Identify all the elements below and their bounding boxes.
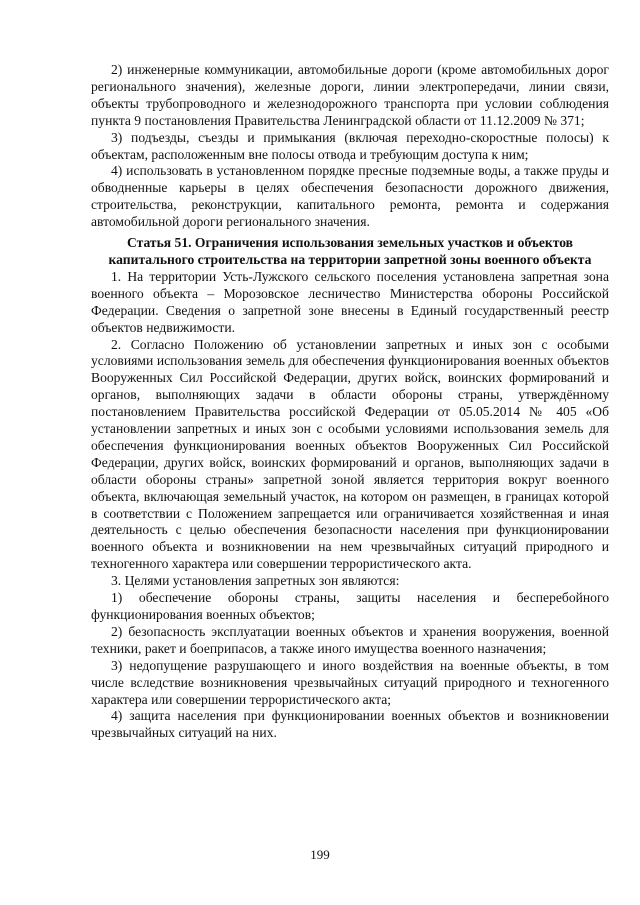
paragraph-goals-intro: 3. Целями установления запретных зон являются:: [111, 573, 400, 589]
paragraph-goal-4: 4) защита населения при функционировании военных объектов и возникновении чрезвычайных ситуаций на них.: [91, 708, 609, 741]
paragraph-item-2-utilities: 2) инженерные коммуникации, автомобильные дороги (кроме автомобильных дорог регионального значения), железные дороги, линии электропередачи, линии связи, объекты трубопроводного и железнодорожного транспорта при условии соблюдения пункта 9 постановления Правительства Ленинградской области от 11.12.2009 № 371;: [91, 62, 609, 128]
paragraph-goal-1: 1) обеспечение обороны страны, защиты населения и бесперебойного функционирования военных объектов;: [91, 590, 609, 622]
page-number: 199: [310, 847, 330, 862]
paragraph-restricted-zone: 1. На территории Усть-Лужского сельского поселения установлена запретная зона военного объекта – Морозовское лесничество Министерства обороны Российской Федерации. Сведения о запретной зоне внесены в Единый государственный реестр объектов недвижимости.: [91, 268, 609, 335]
article-51-heading: Статья 51. Ограничения использования земельных участков и объектов капитального строительства на территории запретной зоны военного объекта: [108, 235, 592, 267]
paragraph-goal-3: 3) недопущение разрушающего и иного воздействия на военные объекты, в том числе вследствие возникновения чрезвычайных ситуаций природного и техногенного характера или совершении террористического акта;: [91, 657, 609, 707]
paragraph-goal-2: 2) безопасность эксплуатации военных объектов и хранения вооружения, военной техники, ракет и боеприпасов, а также иного имущества военного назначения;: [91, 623, 609, 656]
paragraph-item-3-access-roads: 3) подъезды, съезды и примыкания (включая переходно-скоростные полосы) к объектам, расположенным вне полосы отвода и требующим доступа к ним;: [91, 129, 609, 162]
document-page: [91, 62, 609, 742]
paragraph-item-4-groundwater: 4) использовать в установленном порядке пресные подземные воды, а также пруды и обводненные карьеры в целях обеспечения безопасности дорожного движения, строительства, реконструкции, капитального ремонта, ремонта и содержания автомобильной дороги регионального значения.: [91, 163, 609, 230]
paragraph-regulation: 2. Согласно Положению об установлении запретных и иных зон с особыми условиями использования земель для обеспечения функционирования военных объектов Вооруженных Сил Российской Федерации, других войск, воинских формирований и органов, выполняющих задачи в области обороны страны, утверждённому постановлением Правительства российской Федерации от 05.05.2014 № 405 «Об установлении запретных и иных зон с особыми условиями использования земель для обеспечения функционирования военных объектов Вооруженных Сил Российской Федерации, других войск, воинских формирований и органов, выполняющих задачи в области обороны страны» запретной зоной является территория вокруг военного объекта, включающая земельный участок, на котором он размещен, в границах которой в соответствии с Положением запрещается или ограничивается хозяйственная и иная деятельность с целью обеспечения безопасности населения при функционировании военного объекта и возникновении на нем чрезвычайных ситуаций природного и техногенного характера или совершении террористического акта.: [91, 336, 609, 572]
